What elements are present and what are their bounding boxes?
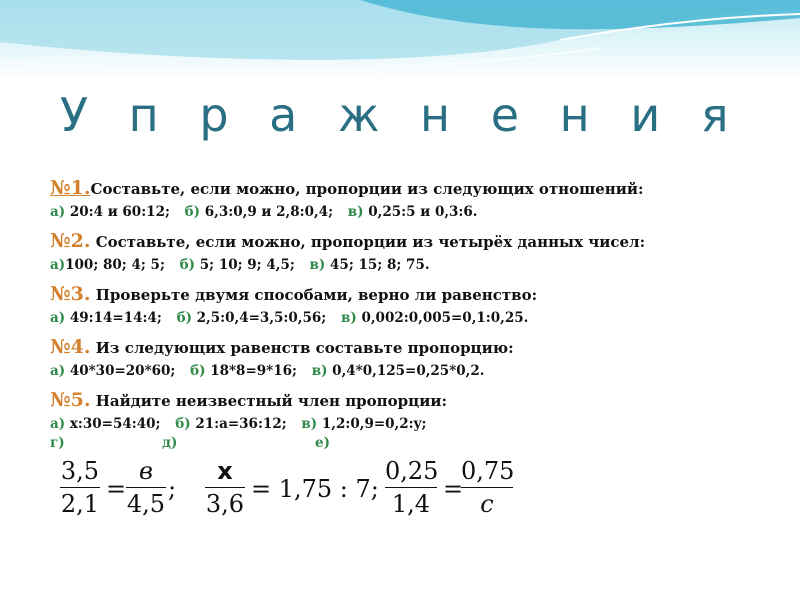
task-5-heading: [50, 388, 790, 413]
formula-g-equals: =: [106, 475, 127, 503]
formula-e-numerator-1: 0,25: [385, 457, 439, 485]
task-1-text: Составьте, если можно, пропорции из следующих отношений:: [90, 180, 644, 198]
formula-g-denominator-2: 4,5: [126, 490, 166, 518]
task-1-part-c-text: 0,25:5 и 0,3:6.: [363, 204, 478, 220]
task-5-part-d-label: д): [162, 435, 178, 451]
formula-g-numerator-2: в: [139, 457, 153, 485]
task-2-part-b-text: 5; 10; 9; 4,5;: [195, 257, 295, 273]
task-5-part-a-text: x:30=54:40;: [65, 416, 161, 432]
task-3-part-b-text: 2,5:0,4=3,5:0,56;: [191, 310, 327, 326]
task-3-heading: [50, 282, 790, 307]
task-5-part-e-label: е): [315, 435, 330, 451]
task-4-text: Из следующих равенств составьте пропорцию:: [90, 339, 514, 357]
header-wave-decoration: [0, 0, 800, 80]
formula-e-denominator-2: c: [480, 490, 494, 518]
task-4-parts: [50, 360, 790, 382]
task-1-part-b-label: б): [184, 204, 201, 220]
task-3-part-c-label: в): [340, 310, 357, 326]
task-3-part-a-label: а): [50, 310, 66, 326]
task-4-part-b-label: б): [190, 363, 206, 379]
task-2-parts: [50, 254, 790, 276]
exercise-list: [50, 176, 790, 461]
task-2-part-b-label: б): [179, 257, 196, 273]
formula-e-denominator-1: 1,4: [391, 490, 431, 518]
formula-g: [60, 457, 190, 537]
task-4-part-a-text: 40*30=20*60;: [65, 363, 176, 379]
task-2-part-c-text: 45; 15; 8; 75.: [325, 257, 430, 273]
formula-e: [385, 457, 515, 537]
task-4-part-b-text: 18*8=9*16;: [205, 363, 297, 379]
task-4-part-c-text: 0,4*0,125=0,25*0,2.: [327, 363, 485, 379]
task-2-heading: [50, 229, 790, 254]
task-3-text: Проверьте двумя способами, верно ли равенство:: [90, 286, 538, 304]
task-2-part-a-label: а): [50, 257, 66, 273]
formula-g-numerator-1: 3,5: [60, 457, 100, 485]
task-4-number: №4.: [50, 336, 91, 358]
task-1-heading: [50, 176, 790, 201]
page-title: У п р а ж н е н и я: [60, 88, 742, 142]
task-1-parts: [50, 201, 790, 223]
task-5-number: №5.: [50, 389, 91, 411]
task-3-part-b-label: б): [176, 310, 192, 326]
task-5-part-c-label: в): [301, 416, 318, 432]
task-3-part-a-text: 49:14=14:4;: [65, 310, 162, 326]
task-3-number: №3.: [50, 283, 91, 305]
task-5-parts: [50, 413, 790, 435]
task-1-part-a-label: а): [50, 204, 66, 220]
task-3-part-c-text: 0,002:0,005=0,1:0,25.: [356, 310, 529, 326]
task-5-part-c-text: 1,2:0,9=0,2:y;: [317, 416, 427, 432]
formula-d-numerator: x: [217, 457, 233, 485]
task-1-part-c-label: в): [347, 204, 364, 220]
task-3-parts: [50, 307, 790, 329]
task-1-part-b-text: 6,3:0,9 и 2,8:0,4;: [200, 204, 334, 220]
task-5-part-b-label: б): [175, 416, 191, 432]
formula-d-rhs: = 1,75 : 7;: [251, 475, 379, 503]
task-5-part-b-text: 21:a=36:12;: [190, 416, 287, 432]
task-4-part-c-label: в): [311, 363, 328, 379]
task-5-part-a-label: а): [50, 416, 66, 432]
task-2-text: Составьте, если можно, пропорции из четырёх данных чисел:: [90, 233, 646, 251]
task-5-part-g-label: г): [50, 435, 65, 451]
task-2-number: №2.: [50, 230, 91, 252]
task-4-part-a-label: а): [50, 363, 66, 379]
formula-g-denominator-1: 2,1: [60, 490, 100, 518]
task-2-part-a-text: 100; 80; 4; 5;: [65, 257, 165, 273]
task-4-heading: [50, 335, 790, 360]
formula-d-denominator: 3,6: [205, 490, 245, 518]
task-5-text: Найдите неизвестный член пропорции:: [90, 392, 448, 410]
formula-e-equals: =: [443, 475, 464, 503]
task-1-number: №1.: [50, 177, 91, 199]
formula-e-numerator-2: 0,75: [461, 457, 515, 485]
task-2-part-c-label: в): [309, 257, 326, 273]
formula-g-semicolon: ;: [168, 475, 177, 503]
task-1-part-a-text: 20:4 и 60:12;: [65, 204, 170, 220]
formula-d: [205, 457, 379, 537]
